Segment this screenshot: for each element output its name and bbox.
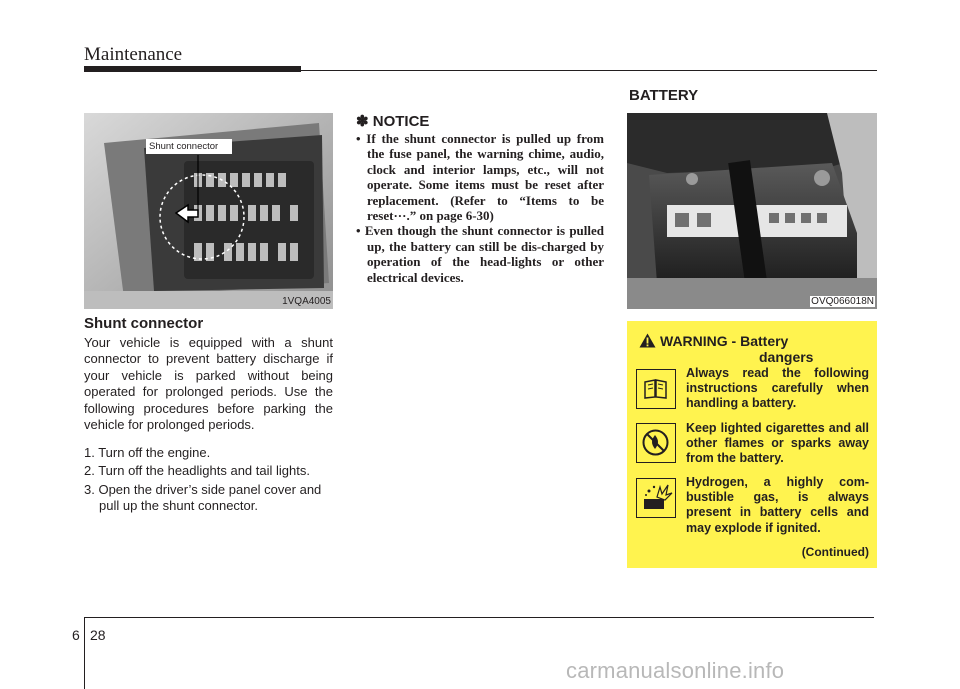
- no-flame-icon: [636, 423, 676, 463]
- shunt-connector-photo: [84, 113, 333, 309]
- explosion-icon: [636, 478, 676, 518]
- shunt-body-text: Your vehicle is equipped with a shunt connector to prevent battery discharge if your vehicle is parked without being operated for prolonged periods. Use the following procedures before parking the vehicle for prolonged periods.: [84, 335, 333, 433]
- warning-item-text: Keep lighted cigarettes and all other flames or sparks away from the battery.: [686, 421, 869, 466]
- notice-item: • Even though the shunt connector is pulled up, the battery can still be dis-charged by operation of the head-lights or other electrical devices.: [356, 223, 604, 285]
- notice-list: [356, 131, 604, 285]
- warning-item-text: Hydrogen, a highly com-bustible gas, is always present in battery cells and may explode if ignited.: [686, 475, 869, 535]
- shunt-section-heading: Shunt connector: [84, 315, 204, 332]
- warning-title: WARNING - Battery: [660, 333, 789, 349]
- battery-photo-code: OVQ066018N: [811, 296, 874, 307]
- page-number: 28: [90, 627, 106, 643]
- shunt-step-item: 3. Open the driver’s side panel cover and pull up the shunt connector.: [84, 481, 322, 514]
- header-rule-thin: [301, 70, 877, 71]
- footer-rule-horizontal: [84, 617, 874, 618]
- warning-triangle-icon: [639, 333, 656, 348]
- shunt-body-paragraph: [84, 335, 333, 433]
- warning-continued-label: (Continued): [801, 545, 869, 559]
- footer-rule-vertical: [84, 617, 85, 689]
- watermark-text: carmanualsonline.info: [566, 658, 785, 683]
- read-manual-icon: [636, 369, 676, 409]
- warning-item-text: Always read the following instructions carefully when handling a battery.: [686, 366, 869, 411]
- shunt-step-item: 2. Turn off the headlights and tail lights.: [84, 463, 310, 479]
- chapter-number: 6: [72, 627, 80, 643]
- battery-photo: [627, 113, 877, 309]
- notice-item: • If the shunt connector is pulled up from the fuse panel, the warning chime, audio, clock and interior lamps, etc., will not operate. Some items must be reset after replacement. (Refer to “Items to be reset···.” on page 6-30): [356, 131, 604, 224]
- shunt-photo-code: 1VQA4005: [282, 296, 331, 307]
- battery-section-heading: BATTERY: [629, 87, 699, 104]
- warning-title-continued: dangers: [759, 349, 814, 365]
- shunt-callout-label: Shunt connector: [149, 141, 219, 152]
- shunt-step-item: 1. Turn off the engine.: [84, 445, 211, 460]
- notice-title: ✽ NOTICE: [356, 113, 430, 130]
- shunt-steps-list: [84, 445, 333, 517]
- page-header-title: Maintenance: [84, 44, 183, 65]
- header-rule-thick: [84, 66, 301, 72]
